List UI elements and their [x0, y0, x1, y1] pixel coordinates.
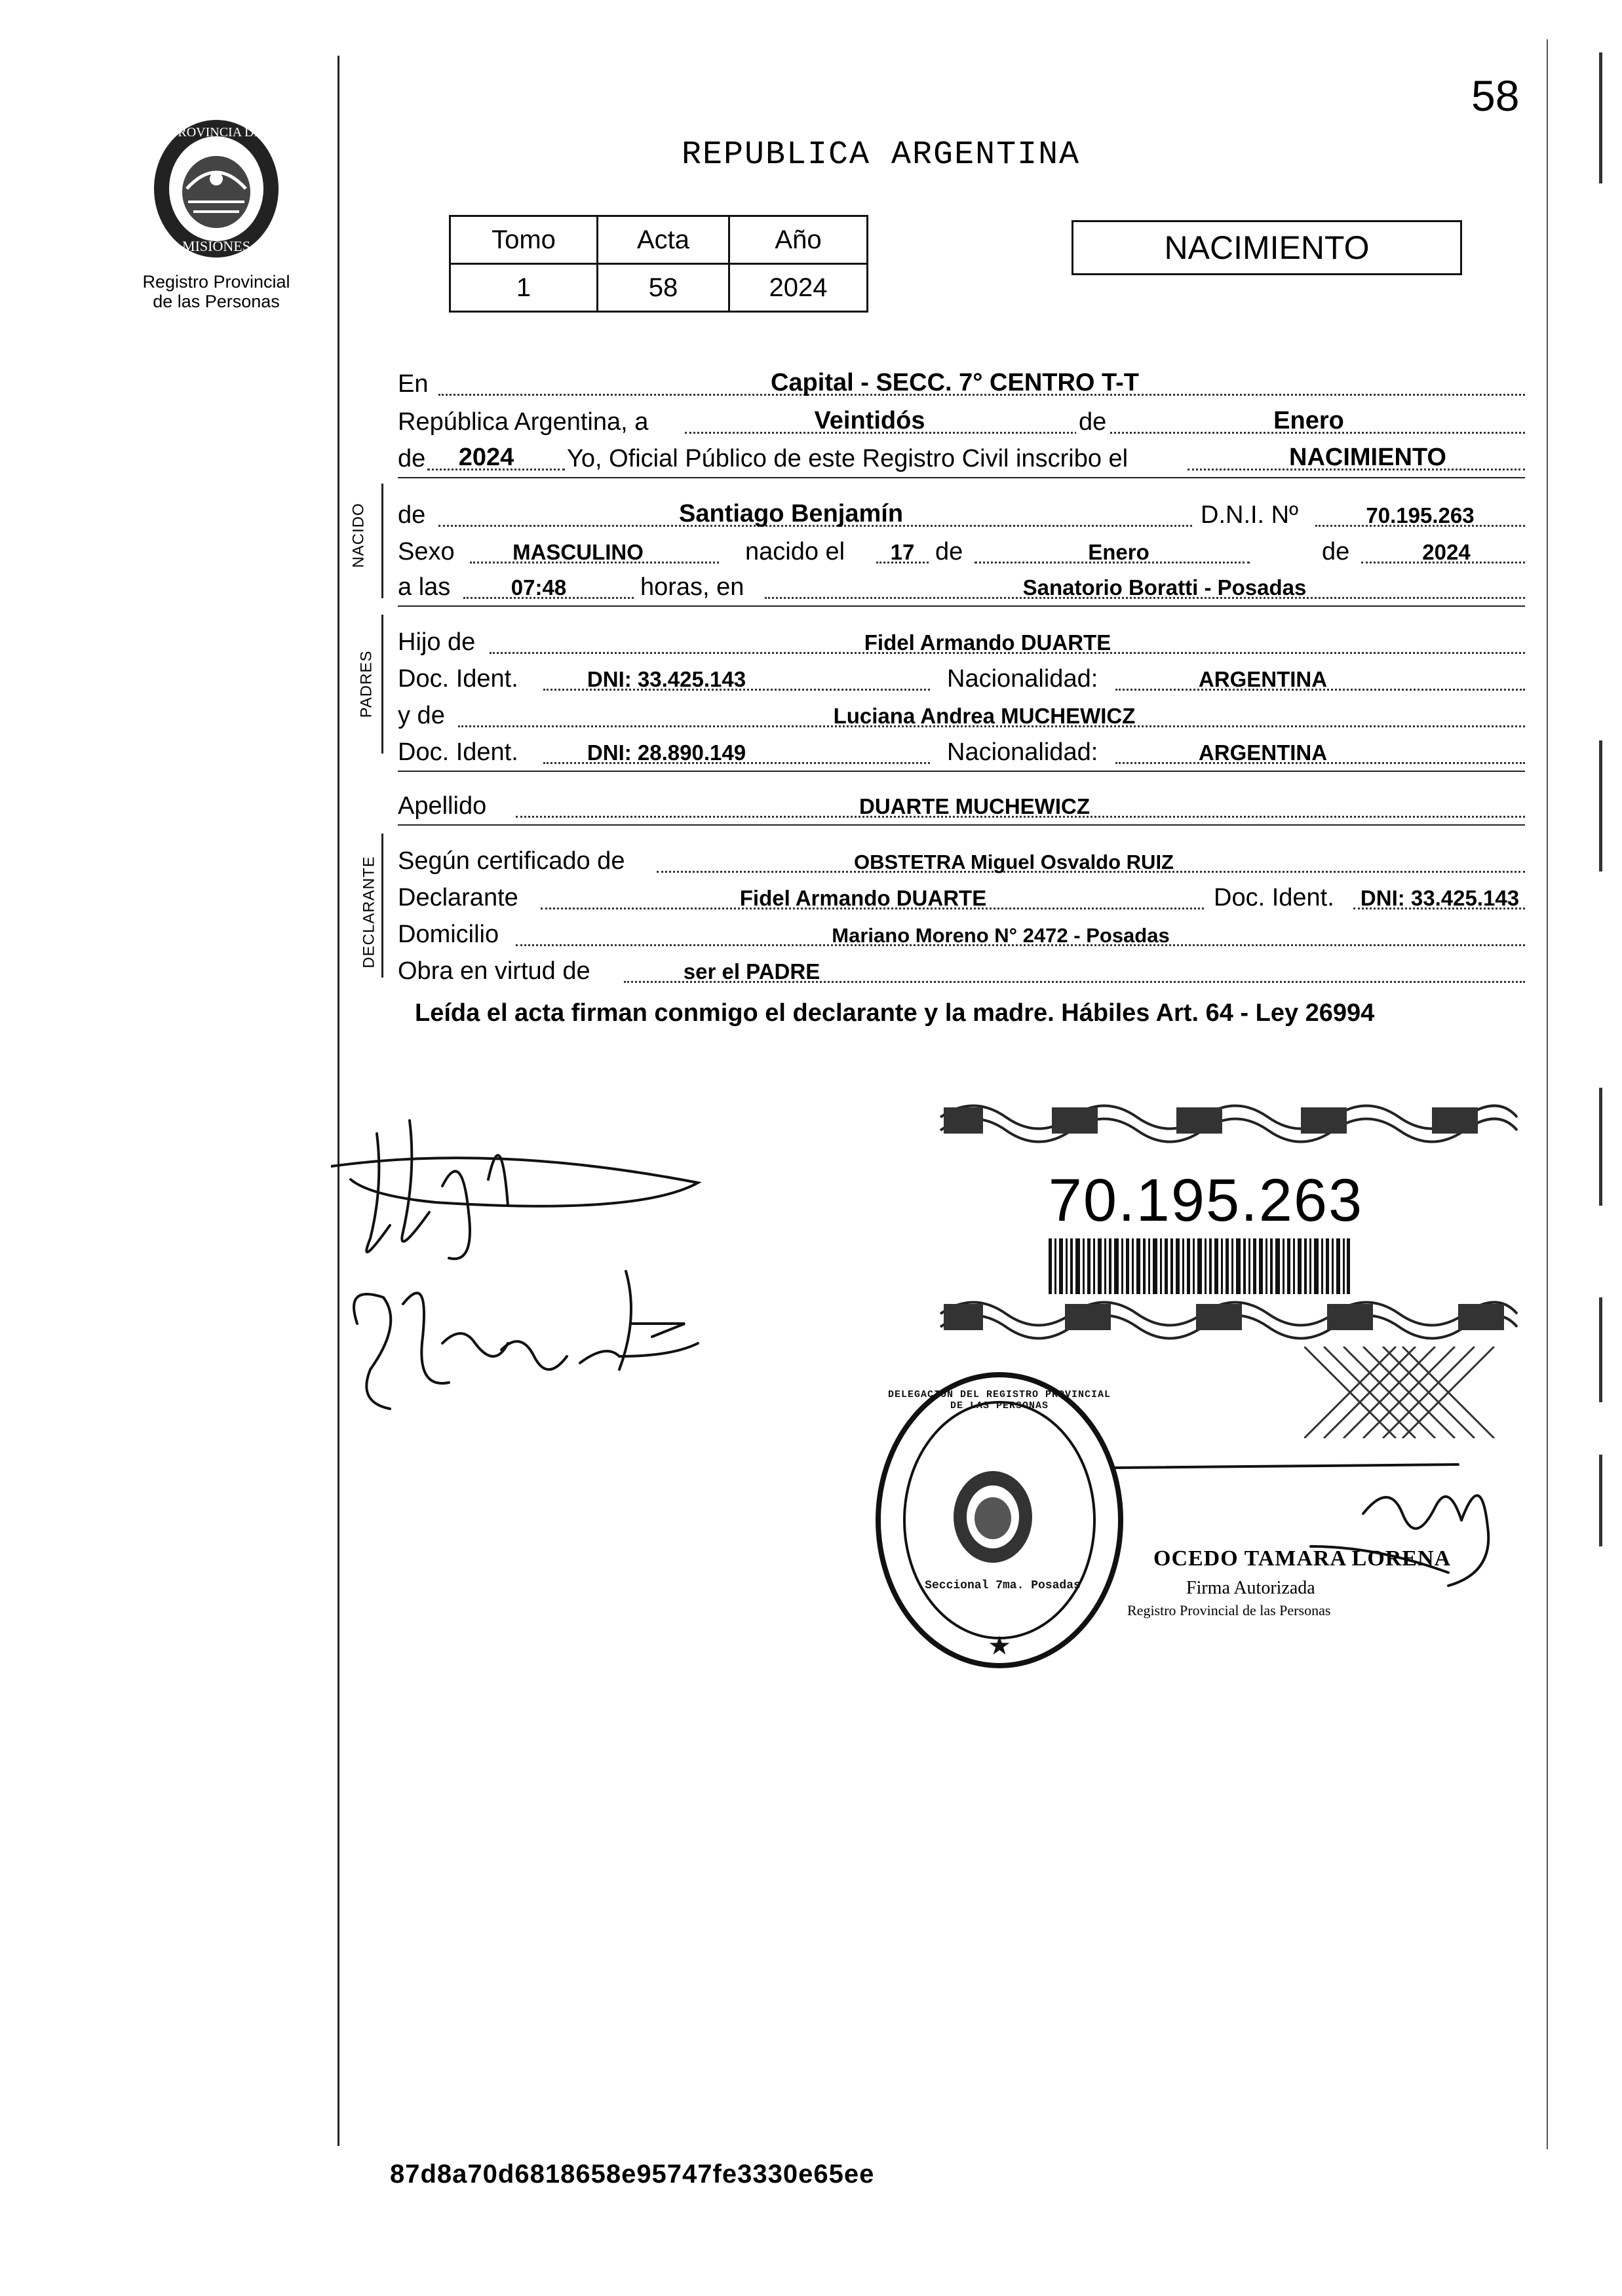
declarante-label: Declarante [398, 884, 518, 911]
anio-header: Año [729, 216, 868, 264]
row-sexo [398, 529, 1525, 569]
dni-label: D.N.I. Nº [1201, 501, 1298, 529]
right-margin-rule [1547, 39, 1548, 2149]
padre-nac-label: Nacionalidad: [947, 665, 1098, 693]
domicilio-label: Domicilio [398, 921, 499, 948]
barcode-number: 70.195.263 [1048, 1167, 1364, 1234]
signature-stamp-role: Firma Autorizada [1186, 1578, 1315, 1598]
obra-label: Obra en virtud de [398, 957, 590, 985]
hijo-de-label: Hijo de [398, 628, 476, 656]
lugar-value: Sanatorio Boratti - Posadas [1022, 575, 1307, 600]
section-bracket [381, 484, 383, 598]
madre-nac-value: ARGENTINA [1198, 740, 1328, 765]
horas-en-label: horas, en [640, 573, 744, 601]
provincial-seal-logo-icon [147, 117, 285, 261]
logo-text-bottom: MISIONES [182, 238, 250, 254]
sexo-label: Sexo [398, 538, 455, 565]
seal-inner-text: Seccional 7ma. Posadas [925, 1579, 1081, 1592]
madre-doc-value: DNI: 28.890.149 [587, 740, 746, 765]
acta-header: Acta [598, 216, 729, 264]
hologram-icon [1304, 1347, 1501, 1438]
madre-doc-label: Doc. Ident. [398, 738, 518, 766]
logo-caption [118, 272, 315, 311]
row-hora [398, 565, 1525, 604]
edge-mark [1599, 740, 1602, 871]
tomo-header: Tomo [450, 216, 598, 264]
row-padre-doc [398, 657, 1525, 696]
page-number: 58 [1471, 71, 1520, 120]
dni-value: 70.195.263 [1366, 503, 1475, 527]
record-type-box: NACIMIENTO [1072, 220, 1462, 275]
row-apellido [398, 784, 1525, 823]
margin-rule [338, 56, 339, 2146]
legal-note: Leída el acta firman conmigo el declarante y la madre. Hábiles Art. 64 - Ley 26994 [415, 999, 1375, 1027]
padres-section-label: PADRES [357, 650, 376, 718]
nacido-el-label: nacido el [745, 538, 845, 565]
nombre-value: Santiago Benjamín [678, 500, 904, 527]
seal-outer-text: DELEGACION DEL REGISTRO PROVINCIAL DE LAS PERSONAS [887, 1389, 1111, 1411]
de-label: de [1076, 408, 1109, 436]
de3-label: de [398, 501, 426, 529]
madre-nac-label: Nacionalidad: [947, 738, 1098, 766]
row-declarante [398, 875, 1525, 915]
signatures-left [331, 1107, 737, 1474]
declarante-value: Fidel Armando DUARTE [739, 886, 987, 910]
dia-value: Veintidós [814, 407, 925, 434]
certificado-label: Según certificado de [398, 847, 625, 875]
section-divider [398, 771, 1525, 772]
row-nombre [398, 493, 1525, 532]
barcode-icon [1049, 1238, 1350, 1294]
declarante-section-label: DECLARANTE [360, 856, 378, 968]
certificado-value: OBSTETRA Miguel Osvaldo RUIZ [854, 851, 1174, 873]
nacido-mes-value: Enero [1088, 540, 1149, 564]
tomo-value: 1 [450, 264, 598, 312]
anio-value: 2024 [729, 264, 868, 312]
oficial-text: Yo, Oficial Público de este Registro Civil inscribo el [567, 445, 1129, 472]
registry-seal-stamp-icon [868, 1366, 1130, 1674]
nacido-section-label: NACIDO [349, 503, 368, 568]
row-padre [398, 620, 1525, 659]
row-en [398, 362, 1525, 401]
document-hash: 87d8a70d6818658e95747fe3330e65ee [390, 2160, 875, 2189]
mes-value: Enero [1273, 407, 1344, 434]
signature-stamp-name: OCEDO TAMARA LORENA [1153, 1546, 1452, 1571]
row-madre [398, 693, 1525, 733]
padre-doc-label: Doc. Ident. [398, 665, 518, 693]
apellido-value: DUARTE MUCHEWICZ [859, 794, 1090, 818]
edge-mark [1599, 52, 1602, 183]
declarante-doc-value: DNI: 33.425.143 [1360, 886, 1520, 910]
edge-mark [1599, 1455, 1602, 1546]
logo-caption-line1: Registro Provincial [142, 272, 290, 292]
domicilio-value: Mariano Moreno N° 2472 - Posadas [832, 924, 1170, 947]
padre-doc-value: DNI: 33.425.143 [587, 667, 746, 691]
sexo-value: MASCULINO [512, 540, 644, 564]
row-domicilio [398, 912, 1525, 951]
section-bracket [381, 615, 383, 754]
padre-nac-value: ARGENTINA [1198, 667, 1328, 691]
reference-table [449, 215, 868, 313]
madre-value: Luciana Andrea MUCHEWICZ [833, 704, 1136, 728]
country-title: REPUBLICA ARGENTINA [682, 136, 1081, 174]
y-de-label: y de [398, 702, 445, 729]
edge-mark [1599, 1088, 1602, 1206]
logo-caption-line2: de las Personas [153, 292, 280, 311]
padre-value: Fidel Armando DUARTE [864, 630, 1111, 655]
section-divider [398, 605, 1525, 607]
row-oficial [398, 436, 1525, 476]
row-madre-doc [398, 730, 1525, 769]
de2-label: de [398, 445, 426, 472]
acta-value: 58 [598, 264, 729, 312]
seal-star-icon: ★ [988, 1632, 1011, 1660]
signature-stamp-office: Registro Provincial de las Personas [1127, 1602, 1331, 1618]
row-fecha [398, 400, 1525, 439]
edge-mark [1599, 1297, 1602, 1402]
obra-value: ser el PADRE [683, 959, 821, 984]
anio-value-form: 2024 [458, 444, 514, 471]
nacido-dia-value: 17 [890, 540, 915, 564]
a-las-label: a las [398, 573, 451, 601]
section-divider [398, 477, 1525, 478]
row-obra [398, 949, 1525, 988]
section-bracket [381, 833, 383, 978]
en-label: En [398, 370, 429, 398]
de4-label: de [935, 538, 963, 565]
section-divider [398, 824, 1525, 826]
inscribo-value: NACIMIENTO [1289, 444, 1446, 471]
de5-label: de [1322, 538, 1350, 565]
apellido-label: Apellido [398, 792, 487, 820]
nacido-anio-value: 2024 [1422, 540, 1471, 564]
logo-text-top: PROVINCIA DE [170, 125, 262, 140]
en-value: Capital - SECC. 7° CENTRO T-T [770, 369, 1140, 396]
row-certificado [398, 839, 1525, 878]
republica-label: República Argentina, a [398, 408, 649, 436]
declarante-doc-label: Doc. Ident. [1214, 884, 1334, 911]
hora-value: 07:48 [511, 575, 567, 600]
